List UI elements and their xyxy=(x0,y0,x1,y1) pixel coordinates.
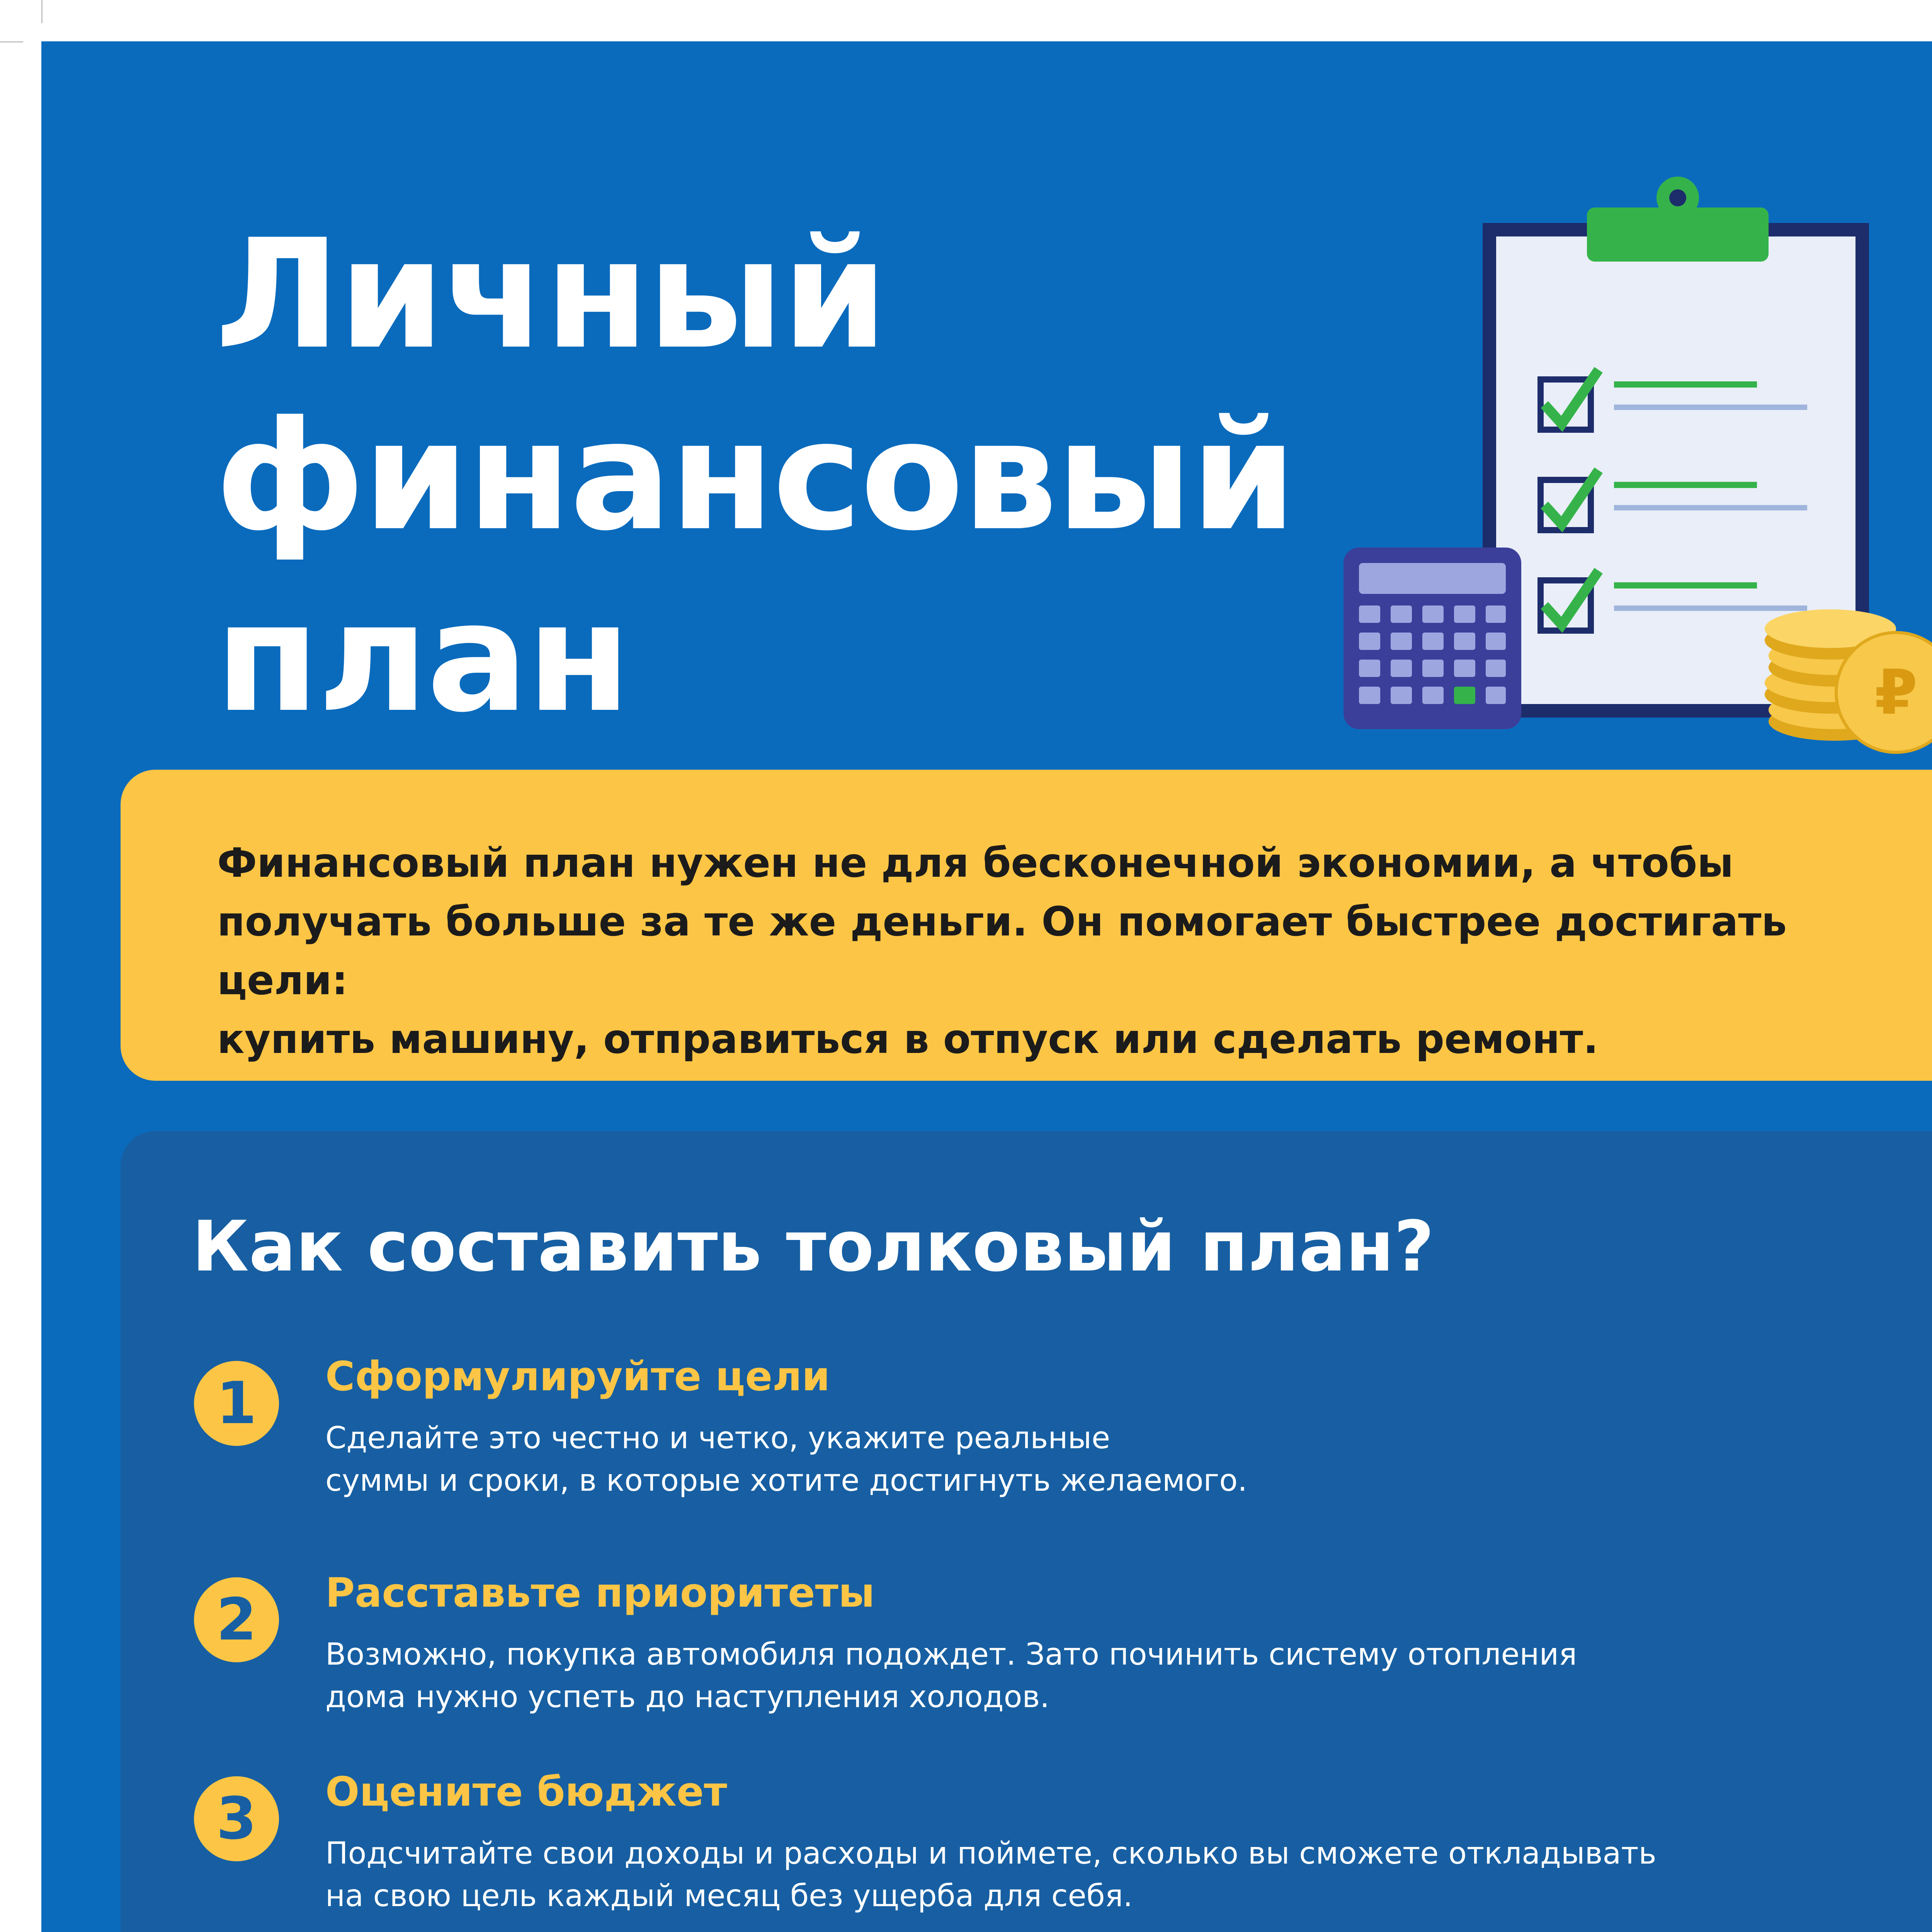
steps-section xyxy=(121,1131,1932,1932)
title-line: план xyxy=(215,570,629,745)
step-number-badge: 2 xyxy=(194,1577,279,1662)
step-description xyxy=(325,1832,1910,1917)
ruble-sign: ₽ xyxy=(1874,656,1918,728)
calculator-icon xyxy=(1344,548,1521,729)
step-line: Подсчитайте свои доходы и расходы и поймете, сколько вы сможете откладывать xyxy=(325,1836,1656,1871)
intro-line: купить машину, отправиться в отпуск или сделать ремонт. xyxy=(217,1015,1599,1063)
step-number-badge: 3 xyxy=(194,1776,279,1861)
intro-line: Финансовый план нужен не для бесконечной экономии, а чтобы xyxy=(217,839,1734,886)
step-description xyxy=(325,1417,1910,1502)
title-line: Личный xyxy=(215,207,886,382)
finance-plan-illustration xyxy=(1289,134,1932,760)
step-title: Расставьте приоритеты xyxy=(325,1569,875,1616)
title-line: финансовый xyxy=(215,388,1295,564)
step-title: Сформулируйте цели xyxy=(325,1353,830,1400)
step-line: Возможно, покупка автомобиля подождет. Зато починить систему отопления xyxy=(325,1637,1577,1672)
poster-panel xyxy=(41,41,1932,1932)
section-title: Как составить толковый план? xyxy=(192,1206,1434,1287)
step-description xyxy=(325,1633,1910,1718)
step-title: Оцените бюджет xyxy=(325,1768,727,1815)
crop-mark xyxy=(0,41,23,43)
intro-text xyxy=(217,833,1917,1068)
step-line: дома нужно успеть до наступления холодов. xyxy=(325,1680,1050,1714)
intro-line: получать больше за те же деньги. Он помогает быстрее достигать цели: xyxy=(217,898,1787,1004)
crop-mark xyxy=(41,0,43,23)
step-line: на свою цель каждый месяц без ущерба для себя. xyxy=(325,1879,1133,1913)
page-title xyxy=(215,204,1336,748)
intro-callout xyxy=(121,770,1932,1081)
ruble-coins-icon xyxy=(1765,609,1932,752)
step-number-badge: 1 xyxy=(194,1361,279,1446)
step-line: Сделайте это честно и четко, укажите реальные xyxy=(325,1421,1110,1456)
step-line: суммы и сроки, в которые хотите достигнуть желаемого. xyxy=(325,1463,1247,1498)
